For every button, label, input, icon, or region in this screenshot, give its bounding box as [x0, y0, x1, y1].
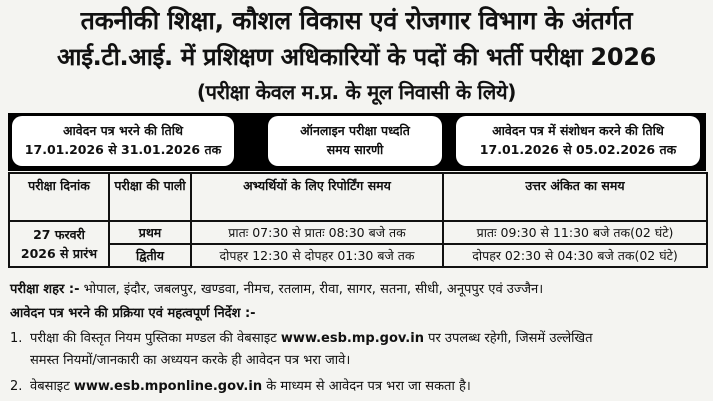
application-date-label: आवेदन पत्र भरने की तिथि [63, 123, 183, 138]
correction-date-label: आवेदन पत्र में संशोधन करने की तिथि [492, 123, 664, 138]
table-row [9, 221, 707, 244]
header-exam-date: परीक्षा दिनांक [9, 173, 109, 221]
shift-cell: द्वितीय [109, 244, 191, 267]
application-date-box [12, 116, 234, 166]
application-date-range: 17.01.2026 से 31.01.2026 तक [24, 142, 222, 157]
instruction-1-text-a: परीक्षा की विस्तृत नियम पुस्तिका मण्डल की वेबसाइट [30, 331, 281, 346]
shift-cell: प्रथम [109, 221, 191, 244]
notice-subheading: (परीक्षा केवल म.प्र. के मूल निवासी के लिये) [196, 80, 517, 104]
exam-cities-label: परीक्षा शहर :- [10, 282, 80, 297]
table-row [9, 244, 707, 267]
header-reporting-time: अभ्यर्थियों के लिए रिपोर्टिंग समय [191, 173, 443, 221]
correction-date-range: 17.01.2026 से 05.02.2026 तक [479, 142, 677, 157]
instruction-1-number: 1. [10, 331, 23, 346]
exam-date-cell [9, 221, 109, 267]
instruction-2-text-a: वेबसाइट [30, 379, 74, 394]
header-answer-time: उत्तर अंकित का समय [443, 173, 707, 221]
instruction-2-text-b: के माध्यम से आवेदन पत्र भरा जा सकता है। [262, 379, 471, 394]
instruction-item-2 [10, 376, 710, 398]
schedule-table [8, 172, 708, 268]
instruction-1-text-b: पर उपलब्ध रहेगी, जिसमें उल्लेखित [423, 331, 593, 346]
answer-time-cell: दोपहर 02:30 से 04:30 बजे तक(02 घंटे) [443, 244, 707, 267]
header-exam-shift: परीक्षा की पाली [109, 173, 191, 221]
notice-heading-line1: तकनीकी शिक्षा, कौशल विकास एवं रोजगार विभाग के अंतर्गत [80, 6, 633, 35]
exam-mode-label: ऑनलाइन परीक्षा पध्दति [300, 123, 410, 138]
notice-heading-line2: आई.टी.आई. में प्रशिक्षण अधिकारियों के पदों की भर्ती परीक्षा 2026 [56, 43, 657, 71]
esb-website-link[interactable]: www.esb.mp.gov.in [280, 331, 424, 346]
instruction-2-number: 2. [10, 379, 23, 394]
mponline-website-link[interactable]: www.esb.mponline.gov.in [73, 379, 263, 394]
exam-mode-box [268, 116, 442, 166]
schedule-header-row [9, 173, 707, 221]
instruction-item-1 [10, 328, 710, 350]
exam-cities-line [10, 279, 710, 301]
instruction-item-1-continued: समस्त नियमों/जानकारी का अध्ययन करके ही आवेदन पत्र भरा जावे। [30, 353, 351, 368]
timetable-label: समय सारणी [326, 142, 384, 157]
reporting-time-cell: दोपहर 12:30 से दोपहर 01:30 बजे तक [191, 244, 443, 267]
exam-cities-list: भोपाल, इंदौर, जबलपुर, खण्डवा, नीमच, रतलाम, रीवा, सागर, सतना, सीधी, अनूपपुर एवं उज्जैन। [79, 282, 544, 297]
exam-date-line2: 2026 से प्रारंभ [20, 246, 98, 261]
answer-time-cell: प्रातः 09:30 से 11:30 बजे तक(02 घंटे) [443, 221, 707, 244]
instructions-title: आवेदन पत्र भरने की प्रक्रिया एवं महत्वपूर्ण निर्देश :- [10, 306, 256, 321]
exam-date-line1: 27 फरवरी [33, 227, 85, 242]
correction-date-box [456, 116, 700, 166]
reporting-time-cell: प्रातः 07:30 से प्रातः 08:30 बजे तक [191, 221, 443, 244]
